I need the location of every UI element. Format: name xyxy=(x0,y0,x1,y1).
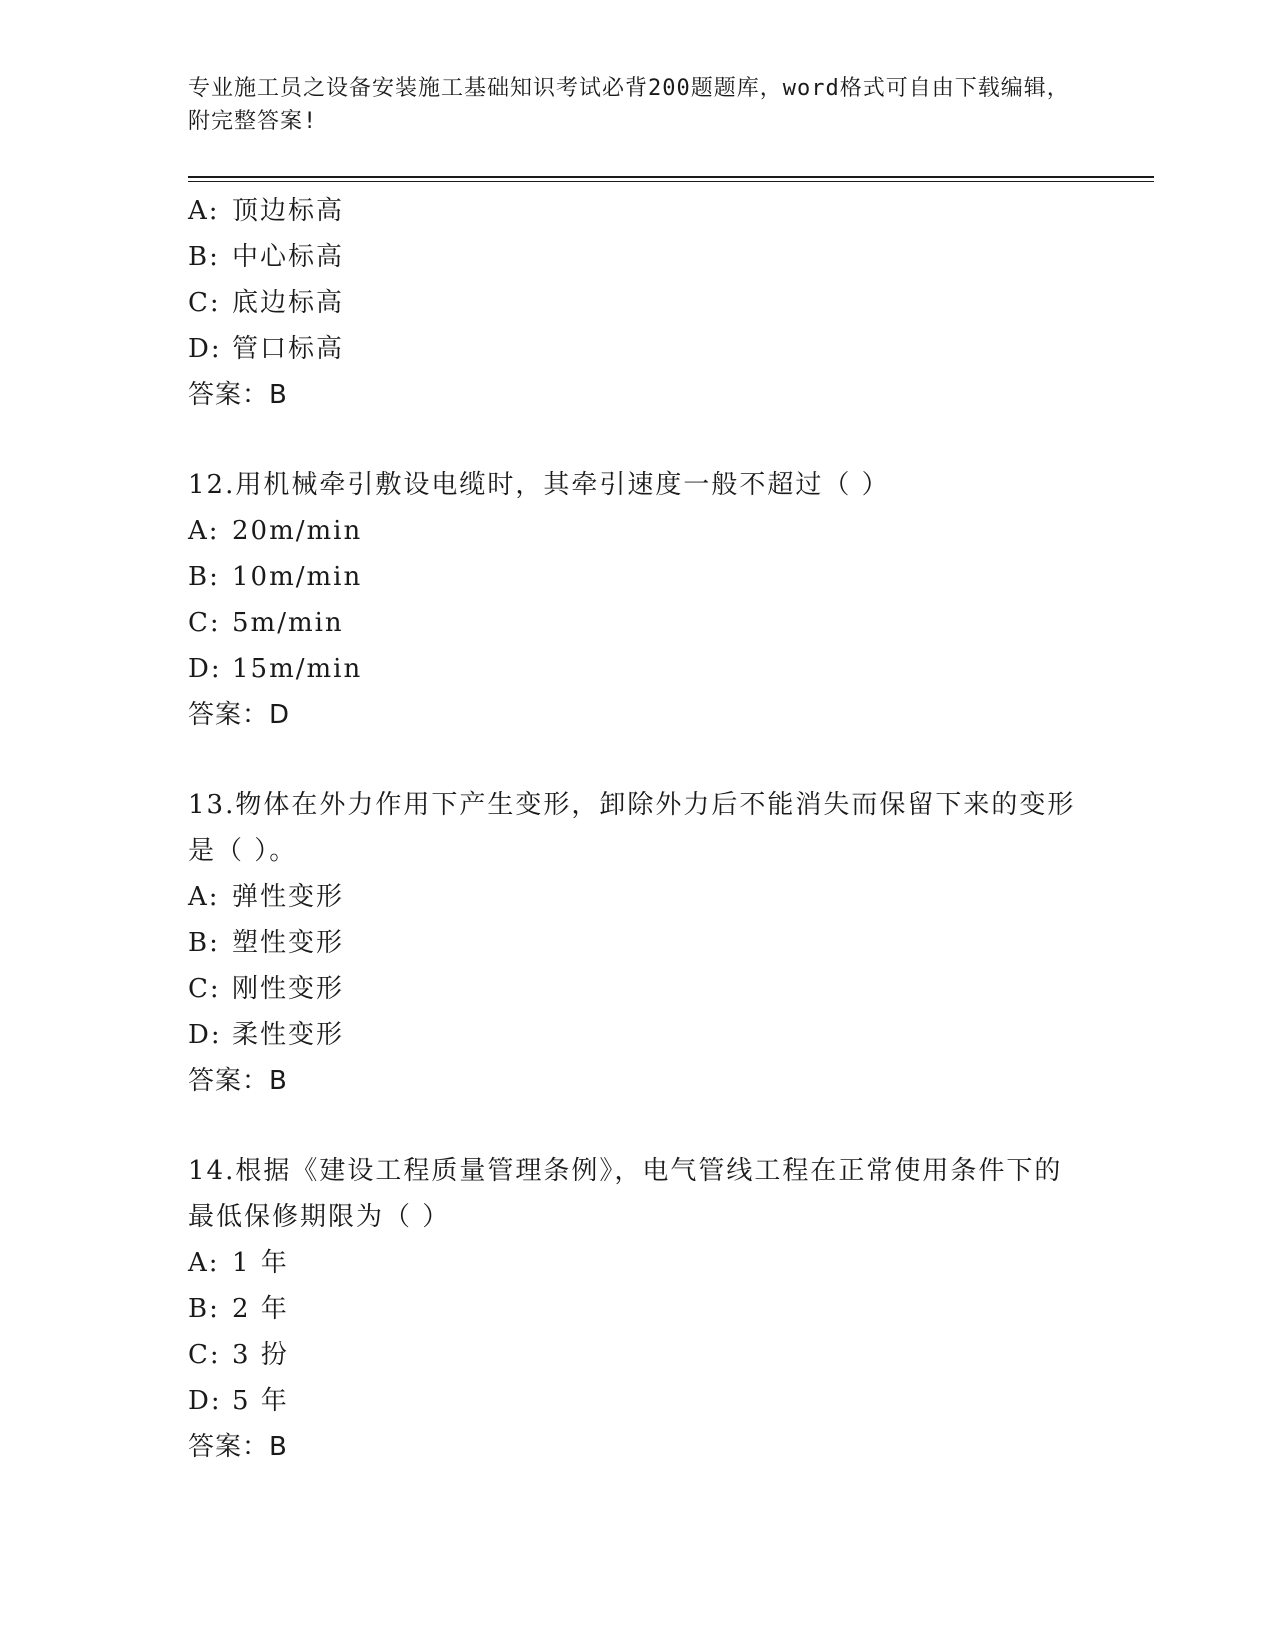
option-letter: C: xyxy=(188,974,221,1004)
option-text: 20m/min xyxy=(232,516,363,546)
option-letter: A: xyxy=(188,882,220,912)
option-d xyxy=(188,646,1088,692)
option-text: 底边标高 xyxy=(232,288,345,318)
option-text: 塑性变形 xyxy=(232,928,345,958)
option-text: 弹性变形 xyxy=(232,882,345,912)
option-c xyxy=(188,600,1088,646)
option-letter: D: xyxy=(188,1386,222,1416)
question-list xyxy=(188,188,1088,1470)
option-text: 中心标高 xyxy=(232,242,345,272)
question-13 xyxy=(188,782,1088,1104)
option-text: 顶边标高 xyxy=(232,196,345,226)
option-a xyxy=(188,188,1088,234)
question-14 xyxy=(188,1148,1088,1470)
option-text: 15m/min xyxy=(232,654,363,684)
option-letter: B: xyxy=(188,562,220,592)
question-text: 12.用机械牵引敷设电缆时，其牵引速度一般不超过（ ） xyxy=(188,470,890,500)
option-letter: B: xyxy=(188,242,220,272)
option-b xyxy=(188,920,1088,966)
question-11 xyxy=(188,188,1088,418)
option-text: 2 年 xyxy=(232,1294,289,1324)
option-letter: C: xyxy=(188,608,221,638)
option-b xyxy=(188,1286,1088,1332)
option-text: 10m/min xyxy=(232,562,363,592)
question-spacer xyxy=(188,738,1088,782)
option-text: 5 年 xyxy=(232,1386,289,1416)
option-c xyxy=(188,966,1088,1012)
option-letter: B: xyxy=(188,928,220,958)
question-12 xyxy=(188,462,1088,738)
answer-line: 答案：B xyxy=(188,1432,288,1462)
option-text: 刚性变形 xyxy=(232,974,345,1004)
option-a xyxy=(188,1240,1088,1286)
option-letter: A: xyxy=(188,1248,220,1278)
option-letter: D: xyxy=(188,334,222,364)
option-letter: B: xyxy=(188,1294,220,1324)
option-text: 5m/min xyxy=(232,608,344,638)
option-a xyxy=(188,508,1088,554)
option-d xyxy=(188,1012,1088,1058)
option-c xyxy=(188,280,1088,326)
question-spacer xyxy=(188,1104,1088,1148)
answer-line: 答案：B xyxy=(188,380,288,410)
option-letter: A: xyxy=(188,196,220,226)
option-letter: C: xyxy=(188,1340,221,1370)
option-text: 3 扮 xyxy=(232,1340,289,1370)
header-divider-thin xyxy=(188,181,1154,182)
option-letter: D: xyxy=(188,1020,222,1050)
option-letter: A: xyxy=(188,516,220,546)
option-text: 管口标高 xyxy=(232,334,345,364)
option-text: 柔性变形 xyxy=(232,1020,345,1050)
option-d xyxy=(188,326,1088,372)
question-spacer xyxy=(188,418,1088,462)
option-b xyxy=(188,234,1088,280)
option-letter: C: xyxy=(188,288,221,318)
question-text: 13.物体在外力作用下产生变形，卸除外力后不能消失而保留下来的变形是（ ）。 xyxy=(188,790,1076,866)
question-text: 14.根据《建设工程质量管理条例》，电气管线工程在正常使用条件下的最低保修期限为（ ） xyxy=(188,1156,1063,1232)
option-c xyxy=(188,1332,1088,1378)
answer-line: 答案：B xyxy=(188,1066,288,1096)
option-d xyxy=(188,1378,1088,1424)
answer-line: 答案：D xyxy=(188,700,291,730)
option-letter: D: xyxy=(188,654,222,684)
option-b xyxy=(188,554,1088,600)
option-a xyxy=(188,874,1088,920)
option-text: 1 年 xyxy=(232,1248,289,1278)
document-title: 专业施工员之设备安装施工基础知识考试必背200题题库，word格式可自由下载编辑，附完整答案! xyxy=(188,76,1070,134)
header-divider-thick xyxy=(188,176,1154,178)
